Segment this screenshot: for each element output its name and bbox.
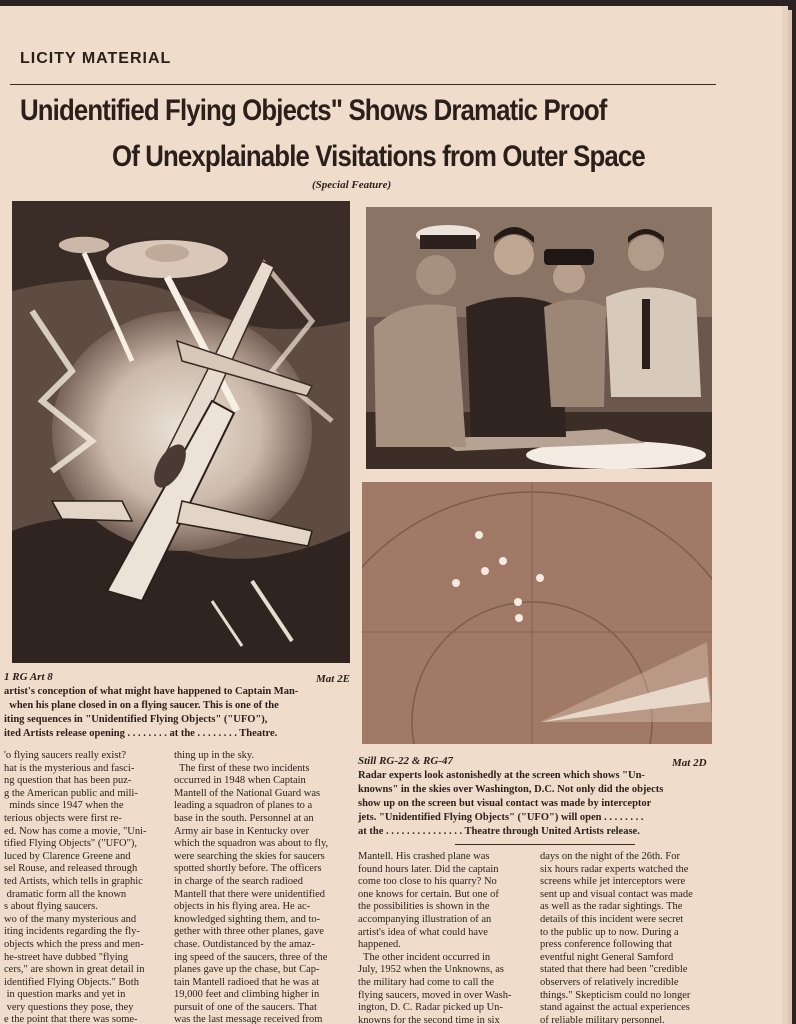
body-line: accompanying illustration of an: [358, 913, 492, 925]
body-line: chase. Outdistanced by the amaz-: [174, 938, 315, 950]
body-line: he-street have dubbed "flying: [4, 951, 129, 963]
body-line: minds since 1947 when the: [4, 800, 124, 812]
body-line: objects which the press and men-: [4, 938, 144, 950]
left-photo-caption-line: ited Artists release opening . . . . . . . . at the . . . . . . . . Theatre.: [4, 728, 278, 739]
body-line: ng question that has been puz-: [4, 775, 132, 787]
body-line: The first of these two incidents: [174, 762, 310, 774]
body-line: was the last message received from: [174, 1014, 323, 1024]
right-photo-caption-line: at the . . . . . . . . . . . . . . . Theatre through United Artists release.: [358, 826, 640, 837]
body-line: knowledged sighting them, and to-: [174, 913, 321, 925]
body-line: objects in his flying area. He ac-: [174, 901, 311, 913]
body-line: base in the south. Personnel at an: [174, 812, 314, 824]
right-photo-mat: Mat 2D: [672, 757, 707, 769]
body-line: hat is the mysterious and fasci-: [4, 762, 135, 774]
right-photo-caption-line: show up on the screen but visual contact was made by interceptor: [358, 798, 652, 809]
body-line: in charge of the search radioed: [174, 875, 303, 887]
body-line: Mantell of the National Guard was: [174, 787, 321, 799]
body-line: come too close to his quarry? No: [358, 876, 497, 888]
section-header: LICITY MATERIAL: [20, 50, 172, 67]
body-line: knowns for the second time in six: [358, 1014, 500, 1024]
radar-screen-art: [362, 482, 712, 744]
body-line: screens while jet interceptors were: [540, 876, 686, 888]
body-line: sent up and visual contact was made: [540, 888, 693, 900]
body-line: pursuit of one of the saucers. That: [174, 1001, 317, 1013]
saucer-illustration: [12, 201, 350, 663]
body-line: Mantell. His crashed plane was: [358, 851, 490, 862]
headline-line-2: Of Unexplainable Visitations from Outer Space: [112, 140, 645, 173]
body-line: artist's idea of what could have: [358, 926, 488, 938]
right-photo-label: Still RG-22 & RG-47: [358, 755, 454, 767]
body-line: details of this incident were secret: [540, 913, 684, 925]
body-line: Mantell that there were unidentified: [174, 888, 326, 900]
body-line: of reliable military personnel.: [540, 1014, 665, 1024]
right-photo-caption-line: knowns" in the skies over Washington, D.C. Not only did the objects: [358, 784, 664, 795]
body-line: very questions they pose, they: [4, 1001, 134, 1013]
subhead: (Special Feature): [312, 179, 392, 191]
body-column-2: [174, 750, 328, 1024]
body-line: stated that there had been "credible: [540, 964, 688, 976]
body-line: 19,000 feet and climbing higher in: [174, 989, 320, 1001]
body-line: iting incidents regarding the fly-: [4, 926, 140, 938]
body-line: which the squadron was about to fly,: [174, 838, 329, 850]
body-line: ed. Now has come a movie, "Uni-: [4, 825, 147, 837]
body-line: things." Skepticism could no longer: [540, 989, 691, 1001]
body-line: g the American public and mili-: [4, 787, 138, 799]
body-line: in question marks and yet in: [4, 989, 126, 1001]
radar-experts-photo-art: [366, 207, 712, 469]
body-line: e the point that there was some-: [4, 1014, 138, 1024]
body-line: the military had come to call the: [358, 976, 494, 988]
right-photo-caption-line: Radar experts look astonishedly at the screen which shows "Un-: [358, 770, 645, 781]
newspaper-page: [0, 6, 782, 1024]
left-photo-caption-line: when his plane closed in on a flying saucer. This is one of the: [4, 700, 279, 711]
body-line: The other incident occurred in: [358, 951, 491, 963]
body-line: were searching the skies for saucers: [174, 850, 325, 862]
right-photo-caption-line: jets. "Unidentified Flying Objects" ("UFO") will open . . . . . . . .: [358, 812, 644, 823]
body-line: press conference following that: [540, 939, 673, 951]
header-rule: [10, 84, 716, 85]
body-line: found hours later. Did the captain: [358, 863, 499, 875]
body-column-3: [358, 851, 512, 1024]
body-line: Army air base in Kentucky over: [174, 825, 309, 837]
body-line: as well as the radar sightings. The: [540, 901, 683, 913]
body-line: planes gave up the chase, but Cap-: [174, 964, 320, 976]
body-line: thing up in the sky.: [174, 750, 255, 761]
body-line: occurred in 1948 when Captain: [174, 775, 306, 787]
body-line: cers," are shown in great detail in: [4, 964, 145, 976]
body-line: identified Flying Objects." Both: [4, 976, 139, 988]
body-line: days on the night of the 26th. For: [540, 851, 680, 862]
body-line: observers of relatively incredible: [540, 976, 679, 988]
left-photo-caption-line: iting sequences in "Unidentified Flying Objects" ("UFO"),: [4, 714, 268, 725]
body-line: gether with three other planes, gave: [174, 926, 324, 938]
body-line: tified Flying Objects" ("UFO"),: [4, 838, 138, 850]
radar-experts-photo: [366, 207, 712, 469]
body-line: spotted shortly before. The officers: [174, 863, 322, 875]
radar-screen-photo: [362, 482, 712, 744]
body-line: 'o flying saucers really exist?: [4, 750, 127, 761]
body-line: tain Mantell radioed that he was at: [174, 976, 320, 988]
left-photo-mat: Mat 2E: [316, 673, 350, 685]
body-line: wo of the many mysterious and: [4, 913, 137, 925]
body-line: stand against the actual experiences: [540, 1002, 690, 1014]
body-line: flying saucers, moved in over Wash-: [358, 989, 512, 1001]
body-line: July, 1952 when the Unknowns, as: [358, 964, 505, 976]
body-line: to the public up to now. During a: [540, 926, 679, 938]
saucer-illustration-art: [12, 201, 350, 663]
body-column-1: [4, 750, 147, 1024]
body-line: ted Artists, which tells in graphic: [4, 875, 143, 887]
body-line: eventful night General Samford: [540, 951, 674, 963]
body-line: sel Rouse, and released through: [4, 863, 138, 875]
body-line: terious objects were first re-: [4, 812, 122, 824]
body-column-4: [540, 851, 693, 1024]
body-line: ing speed of the saucers, three of the: [174, 951, 328, 963]
caption-divider: [455, 844, 635, 845]
body-line: luced by Clarence Greene and: [4, 850, 131, 862]
body-line: six hours radar experts watched the: [540, 863, 689, 875]
body-line: happened.: [358, 939, 401, 951]
headline-line-1: Unidentified Flying Objects" Shows Dramatic Proof: [20, 94, 607, 127]
body-line: one knows for certain. But one of: [358, 888, 499, 900]
body-line: the possibilities is shown in the: [358, 901, 490, 913]
body-line: dramatic form all the known: [4, 888, 127, 900]
left-photo-caption-line: artist's conception of what might have happened to Captain Man-: [4, 686, 299, 697]
body-line: s about flying saucers.: [4, 901, 98, 913]
body-line: leading a squadron of planes to a: [174, 800, 313, 812]
body-line: ington, D. C. Radar picked up Un-: [358, 1002, 503, 1014]
left-photo-label: 1 RG Art 8: [4, 671, 53, 683]
